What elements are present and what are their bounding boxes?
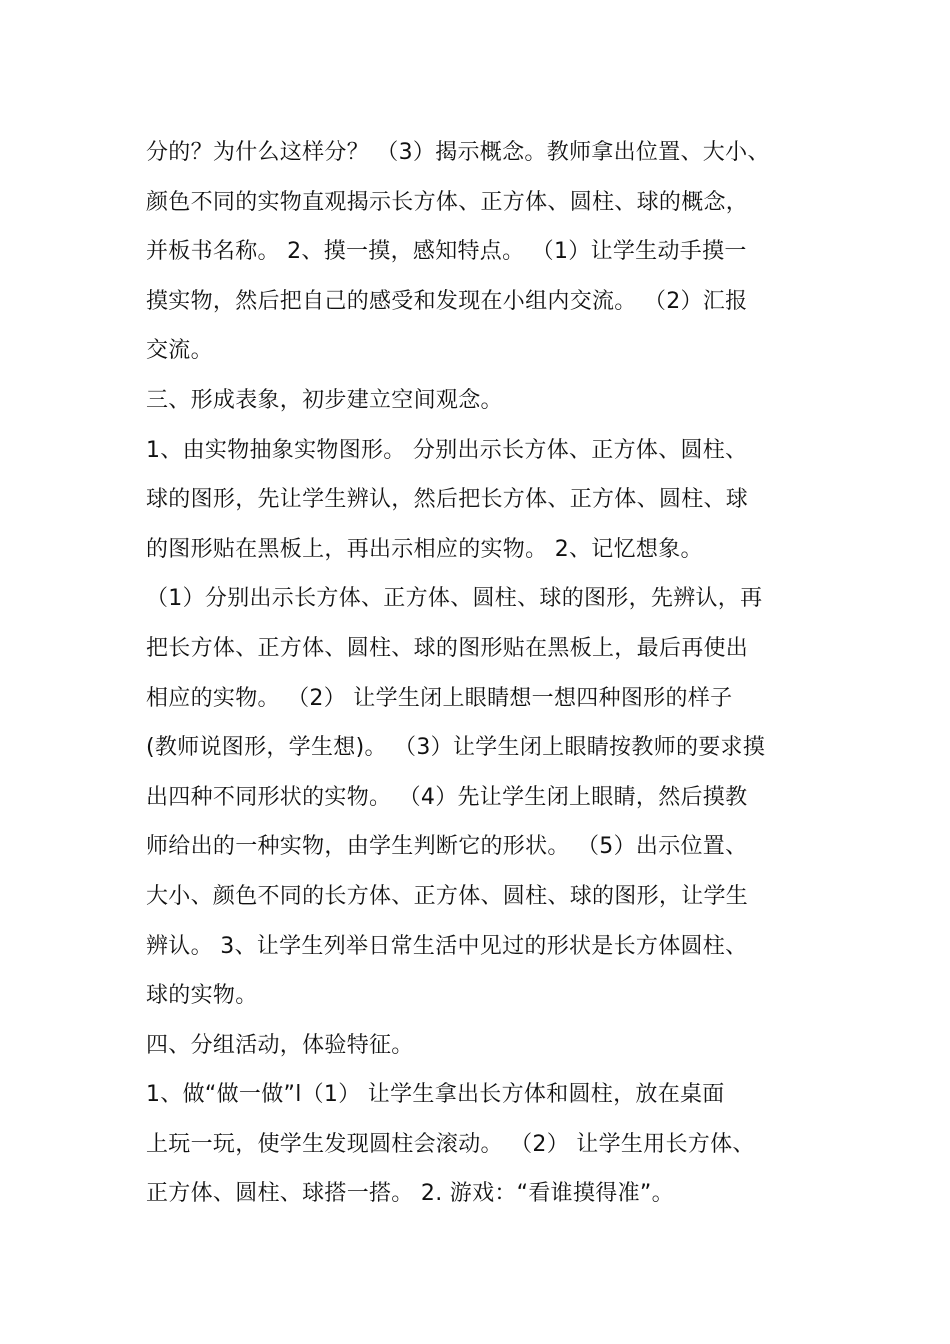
text-line: 并板书名称。 2、摸一摸，感知特点。 （1）让学生动手摸一 [146,239,747,265]
text-line: 1、由实物抽象实物图形。 分别出示长方体、正方体、圆柱、 [146,437,748,463]
text-line: 大小、颜色不同的长方体、正方体、圆柱、球的图形，让学生 [146,883,749,909]
text-line: 把长方体、正方体、圆柱、球的图形贴在黑板上，最后再使出 [146,635,749,661]
section-heading: 四、分组活动，体验特征。 [146,1032,414,1058]
text-line: 辨认。 3、让学生列举日常生活中见过的形状是长方体圆柱、 [146,933,748,959]
text-line: 摸实物，然后把自己的感受和发现在小组内交流。 （2）汇报 [146,288,748,314]
text-line: 上玩一玩，使学生发现圆柱会滚动。 （2） 让学生用长方体、 [146,1131,755,1157]
text-line: 球的图形，先让学生辨认，然后把长方体、正方体、圆柱、球 [146,487,749,513]
text-line: （1）分别出示长方体、正方体、圆柱、球的图形，先辨认，再 [146,586,763,612]
text-line: 的图形贴在黑板上，再出示相应的实物。 2、记忆想象。 [146,536,703,562]
text-line: 1、做“做一做”l（1） 让学生拿出长方体和圆柱，放在桌面 [146,1082,725,1108]
text-line: 交流。 [146,338,213,364]
text-line: 出四种不同形状的实物。 （4）先让学生闭上眼睛，然后摸教 [146,784,748,810]
text-line: 球的实物。 [146,983,258,1009]
section-heading: 三、形成表象，初步建立空间观念。 [146,387,503,413]
text-line: 相应的实物。 （2） 让学生闭上眼睛想一想四种图形的样子 [146,685,733,711]
text-line: 颜色不同的实物直观揭示长方体、正方体、圆柱、球的概念， [146,189,749,215]
text-line: 分的？为什么这样分？ （3）揭示概念。教师拿出位置、大小、 [146,140,770,165]
document-body [146,128,836,1219]
text-line: 师给出的一种实物，由学生判断它的形状。 （5）出示位置、 [146,834,748,860]
text-line: (教师说图形，学生想)。 （3）让学生闭上眼睛按教师的要求摸 [146,735,766,761]
text-line: 正方体、圆柱、球搭一搭。 2. 游戏：“看谁摸得准”。 [146,1181,674,1207]
